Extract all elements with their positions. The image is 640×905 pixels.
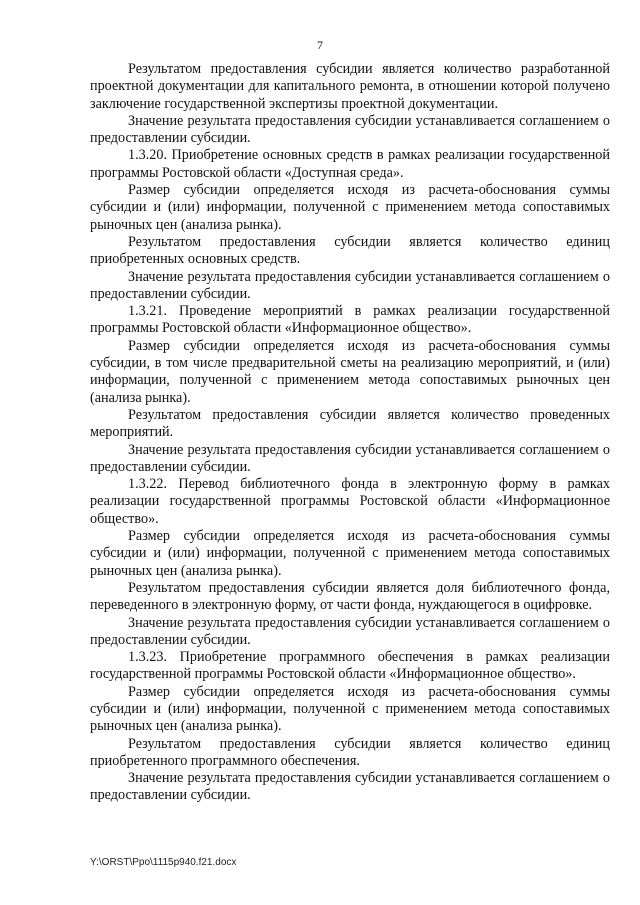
- section-heading-1-3-21: 1.3.21. Проведение мероприятий в рамках реализации государственной программы Ростовской области «Информационное общество».: [90, 303, 610, 337]
- paragraph: Результатом предоставления субсидии является количество разработанной проектной документации для капитального ремонта, в отношении которой получено заключение государственной экспертизы проектной документации.: [90, 61, 610, 112]
- paragraph: Результатом предоставления субсидии является количество единиц приобретенного программного обеспечения.: [90, 735, 610, 769]
- paragraph: Размер субсидии определяется исходя из расчета-обоснования суммы субсидии, в том числе предварительной сметы на реализацию мероприятий, и (или) информации, полученной с применением метода сопоставимых рыночных цен (анализа рынка).: [90, 337, 610, 406]
- paragraph: Размер субсидии определяется исходя из расчета-обоснования суммы субсидии и (или) информации, полученной с применением метода сопоставимых рыночных цен (анализа рынка).: [90, 683, 610, 735]
- page-number: 7: [317, 38, 323, 52]
- paragraph: Размер субсидии определяется исходя из расчета-обоснования суммы субсидии и (или) информации, полученной с применением метода сопоставимых рыночных цен (анализа рынка).: [90, 528, 610, 579]
- document-body: [90, 61, 610, 805]
- section-heading-1-3-23: 1.3.23. Приобретение программного обеспечения в рамках реализации государственной программы Ростовской области «Информационное общество».: [90, 649, 610, 683]
- section-heading-1-3-22: 1.3.22. Перевод библиотечного фонда в электронную форму в рамках реализации государственной программы Ростовской области «Информационное общество».: [90, 476, 610, 527]
- section-heading-1-3-20: 1.3.20. Приобретение основных средств в рамках реализации государственной программы Ростовской области «Доступная среда».: [90, 147, 610, 181]
- footer-file-path: Y:\ORST\Ppo\1115p940.f21.docx: [90, 857, 237, 868]
- paragraph: Размер субсидии определяется исходя из расчета-обоснования суммы субсидии и (или) информации, полученной с применением метода сопоставимых рыночных цен (анализа рынка).: [90, 182, 610, 233]
- paragraph: Результатом предоставления субсидии является доля библиотечного фонда, переведенного в электронную форму, от части фонда, нуждающегося в оцифровке.: [90, 579, 610, 614]
- paragraph: Значение результата предоставления субсидии устанавливается соглашением о предоставлении субсидии.: [90, 268, 610, 302]
- paragraph: Значение результата предоставления субсидии устанавливается соглашением о предоставлении субсидии.: [90, 112, 610, 147]
- paragraph: Значение результата предоставления субсидии устанавливается соглашением о предоставлении субсидии.: [90, 441, 610, 475]
- paragraph: Результатом предоставления субсидии является количество единиц приобретенных основных средств.: [90, 233, 610, 268]
- paragraph: Значение результата предоставления субсидии устанавливается соглашением о предоставлении субсидии.: [90, 614, 610, 648]
- paragraph: Результатом предоставления субсидии является количество проведенных мероприятий.: [90, 406, 610, 441]
- paragraph: Значение результата предоставления субсидии устанавливается соглашением о предоставлении субсидии.: [90, 770, 610, 804]
